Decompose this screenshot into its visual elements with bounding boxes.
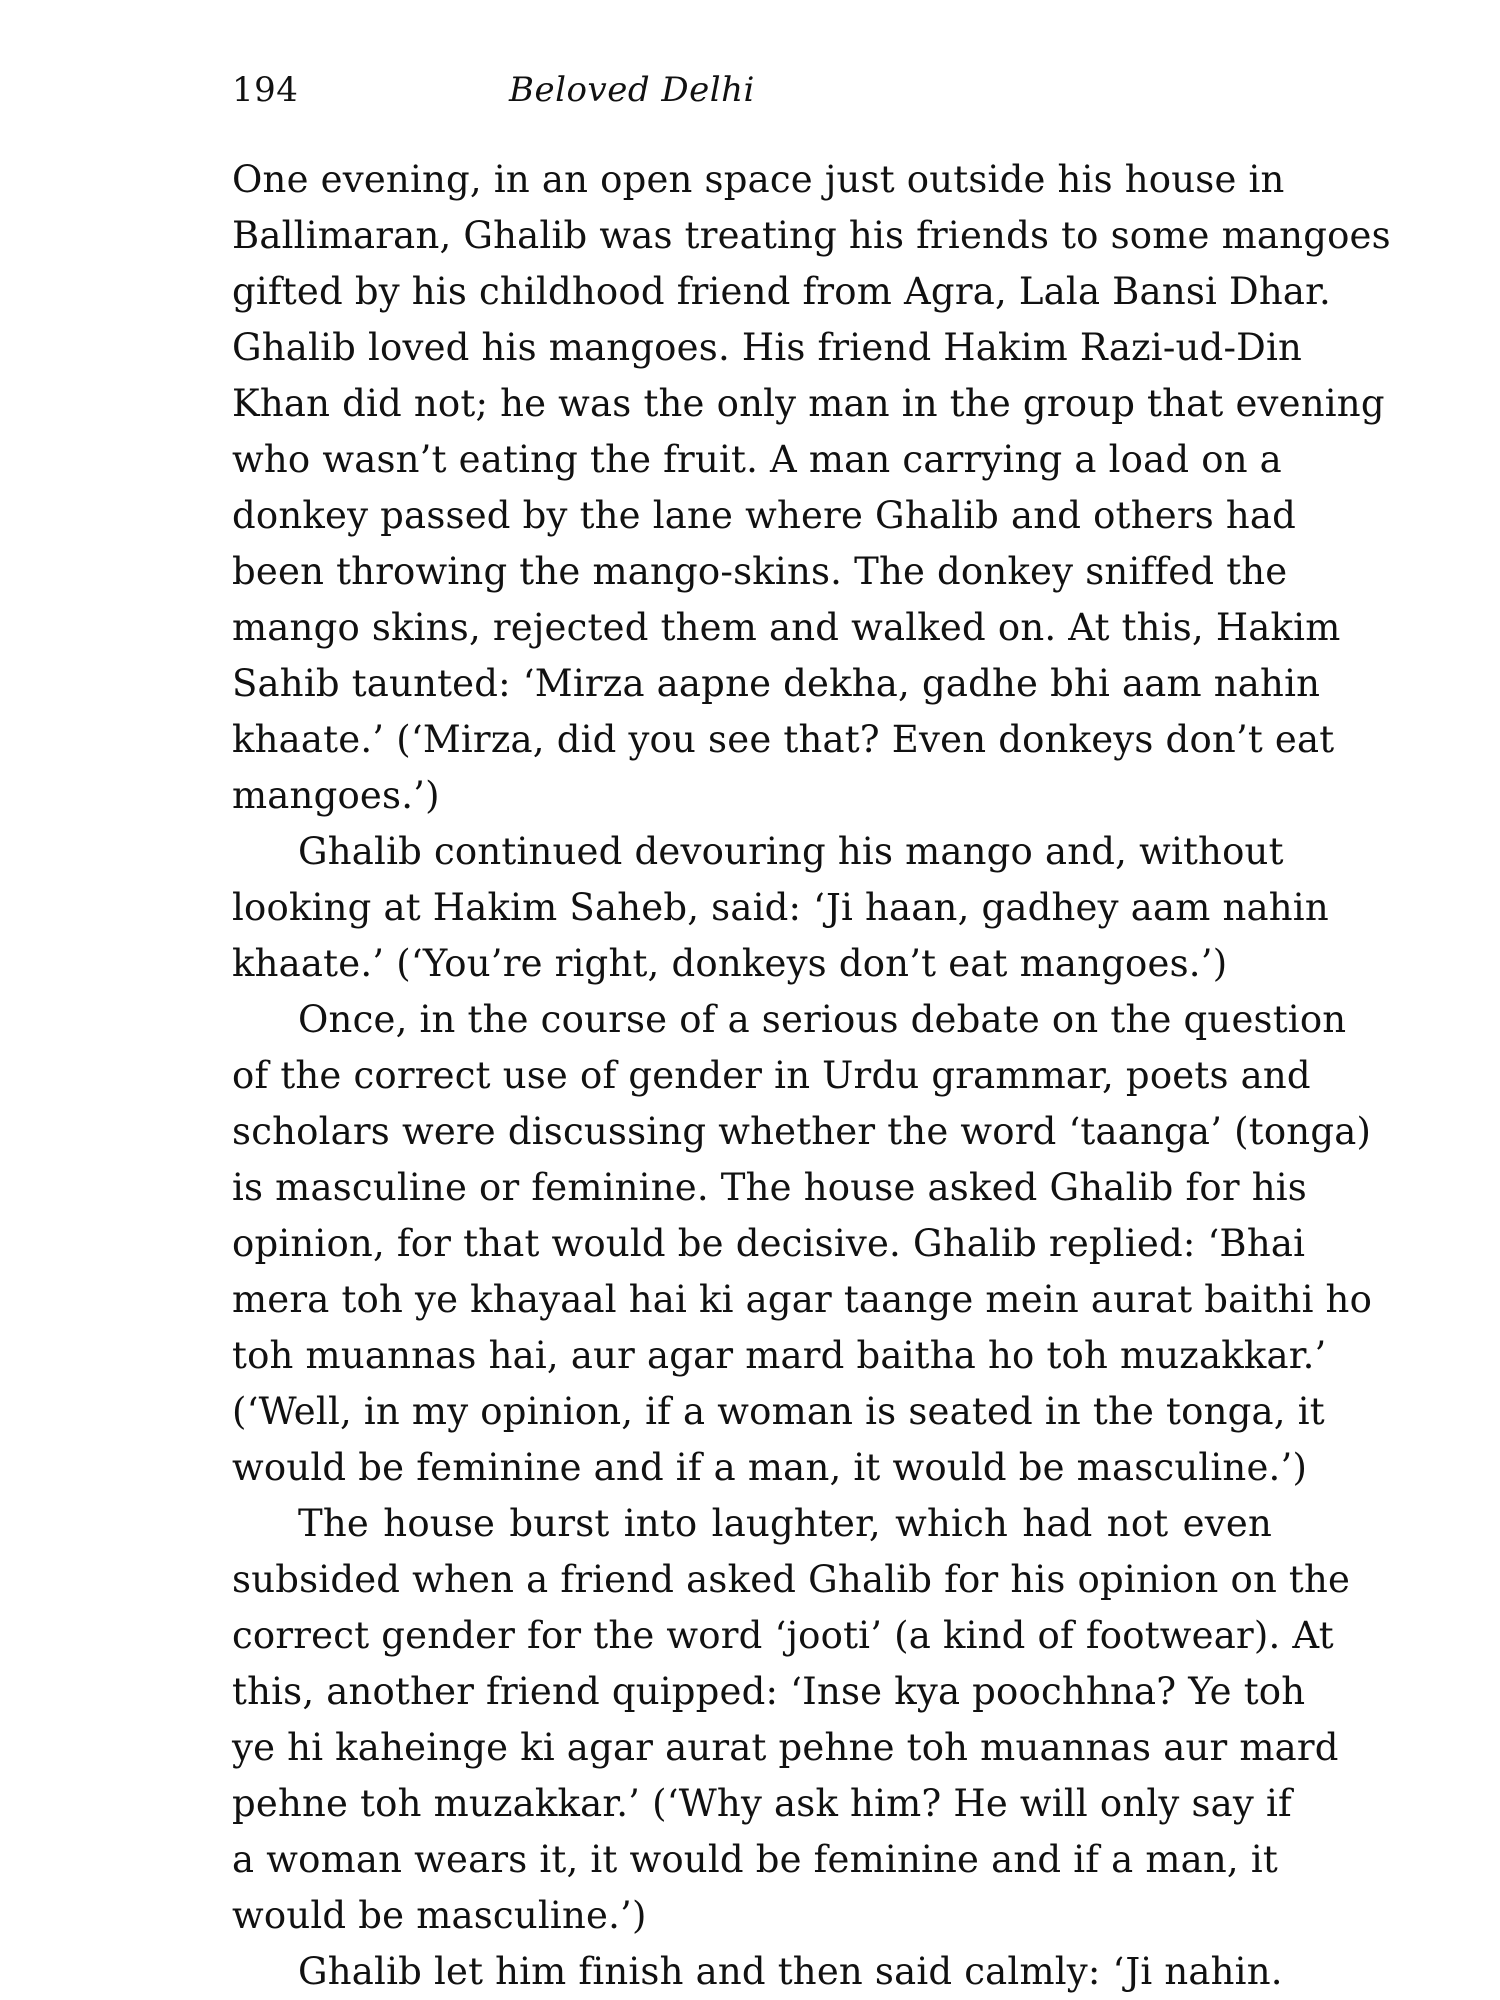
text-line: Sahib taunted: ‘Mirza aapne dekha, gadhe bhi aam nahin xyxy=(232,662,1321,705)
text-line: Ballimaran, Ghalib was treating his friends to some mangoes xyxy=(232,214,1391,257)
text-line: The house burst into laughter, which had not even xyxy=(298,1502,1272,1545)
text-line: of the correct use of gender in Urdu grammar, poets and xyxy=(232,1054,1311,1097)
text-line: Ghalib let him finish and then said calmly: ‘Ji nahin. xyxy=(298,1950,1283,1993)
text-line: Khan did not; he was the only man in the group that evening xyxy=(232,382,1385,425)
running-title: Beloved Delhi xyxy=(509,70,755,110)
text-line: correct gender for the word ‘jooti’ (a kind of footwear). At xyxy=(232,1614,1334,1657)
text-line: pehne toh muzakkar.’ (‘Why ask him? He will only say if xyxy=(232,1782,1292,1825)
text-line: a woman wears it, it would be feminine and if a man, it xyxy=(232,1838,1278,1881)
page-number: 194 xyxy=(232,70,299,110)
text-line: Ghalib loved his mangoes. His friend Hakim Razi-ud-Din xyxy=(232,326,1303,369)
page-header xyxy=(232,66,1272,126)
text-line: this, another friend quipped: ‘Inse kya poochhna? Ye toh xyxy=(232,1670,1306,1713)
text-line: Ghalib continued devouring his mango and, without xyxy=(298,830,1284,873)
text-line: subsided when a friend asked Ghalib for his opinion on the xyxy=(232,1558,1351,1601)
text-line: khaate.’ (‘You’re right, donkeys don’t eat mangoes.’) xyxy=(232,942,1228,985)
text-line: opinion, for that would be decisive. Ghalib replied: ‘Bhai xyxy=(232,1222,1306,1265)
text-line: been throwing the mango-skins. The donkey sniffed the xyxy=(232,550,1288,593)
text-line: scholars were discussing whether the word ‘taanga’ (tonga) xyxy=(232,1110,1372,1153)
text-line: Once, in the course of a serious debate on the question xyxy=(298,998,1347,1041)
text-line: is masculine or feminine. The house asked Ghalib for his xyxy=(232,1166,1307,1209)
text-line: looking at Hakim Saheb, said: ‘Ji haan, gadhey aam nahin xyxy=(232,886,1329,929)
text-line: would be masculine.’) xyxy=(232,1894,647,1937)
text-line: mangoes.’) xyxy=(232,774,440,817)
text-line: mera toh ye khayaal hai ki agar taange mein aurat baithi ho xyxy=(232,1278,1373,1321)
text-line: (‘Well, in my opinion, if a woman is seated in the tonga, it xyxy=(232,1390,1325,1433)
text-line: toh muannas hai, aur agar mard baitha ho toh muzakkar.’ xyxy=(232,1334,1327,1377)
text-line: donkey passed by the lane where Ghalib and others had xyxy=(232,494,1297,537)
body-text xyxy=(232,152,1391,2000)
text-line: One evening, in an open space just outside his house in xyxy=(232,158,1285,201)
text-line: gifted by his childhood friend from Agra, Lala Bansi Dhar. xyxy=(232,270,1331,313)
text-line: ye hi kaheinge ki agar aurat pehne toh muannas aur mard xyxy=(232,1726,1339,1769)
text-line: would be feminine and if a man, it would be masculine.’) xyxy=(232,1446,1308,1489)
text-line: who wasn’t eating the fruit. A man carrying a load on a xyxy=(232,438,1282,481)
text-line: mango skins, rejected them and walked on. At this, Hakim xyxy=(232,606,1341,649)
text-line: khaate.’ (‘Mirza, did you see that? Even donkeys don’t eat xyxy=(232,718,1335,761)
